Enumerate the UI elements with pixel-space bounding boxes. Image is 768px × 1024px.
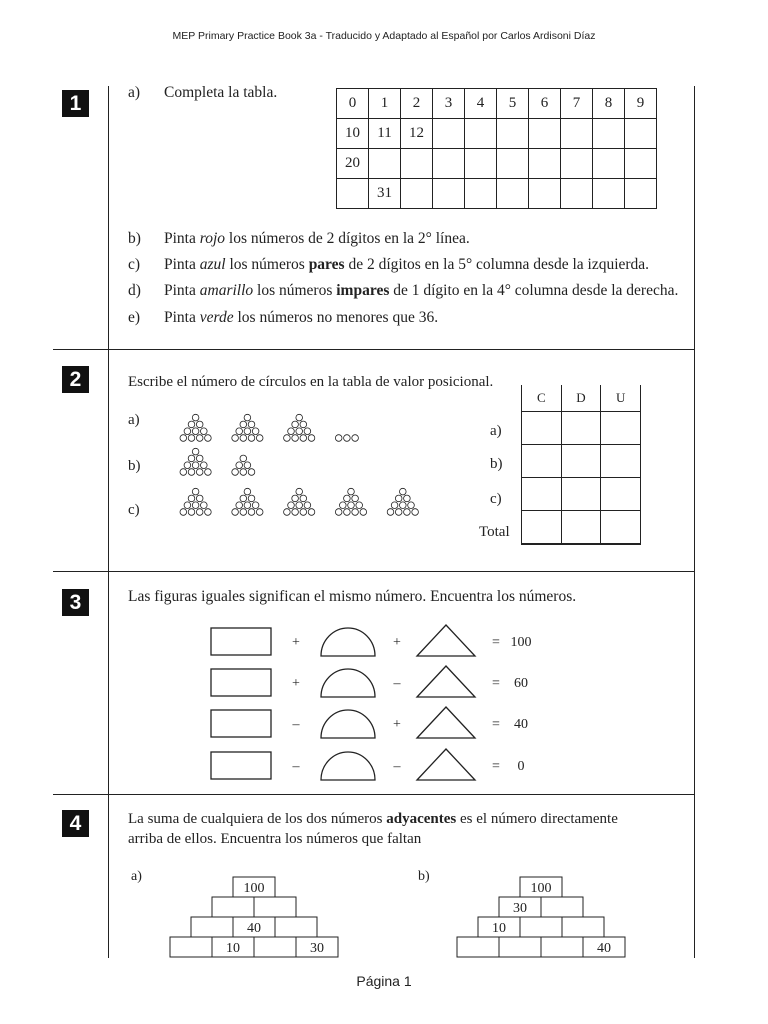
pyramid-value: 30 — [310, 941, 324, 956]
question-number-3: 3 — [62, 589, 89, 616]
table-cell: 5 — [497, 89, 529, 119]
table-row-label: Total — [479, 524, 510, 540]
table-cell: 11 — [369, 119, 401, 149]
operator: + — [292, 635, 300, 650]
pyramid-value: 10 — [226, 941, 240, 956]
result-value: 0 — [517, 759, 525, 774]
question-number-4: 4 — [62, 810, 89, 837]
table-cell: 4 — [465, 89, 497, 119]
column-header: C — [522, 385, 562, 412]
result-value: 60 — [514, 676, 528, 691]
item-text-part: verde — [199, 309, 234, 326]
q1-a-label: a) — [128, 84, 141, 101]
pyramid-cell[interactable] — [541, 897, 583, 917]
page-footer: Página 1 — [356, 973, 412, 989]
item-label: e) — [128, 309, 141, 326]
column-header: U — [601, 385, 641, 412]
operator: – — [393, 759, 401, 774]
item-text-part: azul — [199, 256, 226, 273]
equals-sign: = — [492, 635, 500, 650]
operator: – — [292, 759, 300, 774]
pyramid-label: a) — [131, 869, 142, 884]
item-text-part: pares — [308, 256, 345, 273]
pyramid-cell[interactable] — [212, 897, 254, 917]
q3-instruction: Las figuras iguales significan el mismo número. Encuentra los números. — [128, 588, 577, 605]
item-text-part: los números — [225, 256, 309, 273]
pyramid-value: 100 — [243, 881, 265, 896]
table-cell: 0 — [337, 89, 369, 119]
pyramid-cell[interactable] — [254, 937, 296, 957]
pyramid-cell[interactable] — [499, 937, 541, 957]
operator: – — [292, 717, 300, 732]
item-text-part: Pinta — [164, 282, 200, 299]
item-text-part: los números de 2 dígitos en la 2° línea. — [225, 230, 470, 247]
table-cell: 1 — [369, 89, 401, 119]
circle-row-label: b) — [128, 458, 141, 474]
pyramid-cell[interactable] — [170, 937, 212, 957]
pyramid-label: b) — [418, 869, 430, 884]
column-header: D — [561, 385, 601, 412]
item-text-part: Pinta — [164, 309, 200, 326]
pyramid-cell[interactable] — [275, 917, 317, 937]
circle-row-label: a) — [128, 412, 140, 428]
question-number-1: 1 — [62, 90, 89, 117]
table-cell: 2 — [401, 89, 433, 119]
table-cell: 3 — [433, 89, 465, 119]
equals-sign: = — [492, 676, 500, 691]
operator: + — [393, 717, 401, 732]
item-text-part: de 1 dígito en la 4° columna desde la derecha. — [389, 282, 679, 299]
page-header: MEP Primary Practice Book 3a - Traducido y Adaptado al Español por Carlos Ardisoni Díaz — [172, 30, 596, 42]
table-cell: 9 — [625, 89, 657, 119]
q4-text-bold: adyacentes — [386, 811, 457, 827]
operator: + — [292, 676, 300, 691]
result-value: 40 — [514, 717, 528, 732]
pyramid-cell[interactable] — [254, 897, 296, 917]
table-cell: 8 — [593, 89, 625, 119]
item-text-part: los números no menores que 36. — [233, 309, 439, 326]
pyramid-cell[interactable] — [191, 917, 233, 937]
q4-text-pre: La suma de cualquiera de los dos números — [128, 811, 387, 827]
item-text-part: de 2 dígitos en la 5° columna desde la izquierda. — [344, 256, 650, 273]
table-cell: 6 — [529, 89, 561, 119]
item-text-part: amarillo — [199, 282, 254, 299]
item-text-part: impares — [336, 282, 390, 299]
table-row-label: a) — [490, 423, 502, 439]
q1-a-text: Completa la tabla. — [164, 84, 278, 101]
pyramid-value: 100 — [530, 881, 552, 896]
table-row-label: c) — [490, 491, 502, 507]
pyramid-value: 40 — [597, 941, 611, 956]
table-cell: 31 — [369, 179, 401, 209]
pyramid-cell[interactable] — [520, 917, 562, 937]
q4-text-post: es el número directamente — [456, 811, 618, 827]
q2-instruction: Escribe el número de círculos en la tabla de valor posicional. — [128, 374, 494, 390]
item-text-part: Pinta — [164, 230, 200, 247]
pyramid-value: 30 — [513, 901, 527, 916]
result-value: 100 — [510, 635, 532, 650]
pyramid-cell[interactable] — [562, 917, 604, 937]
table-cell: 12 — [401, 119, 433, 149]
question-number-2: 2 — [62, 366, 89, 393]
equals-sign: = — [492, 759, 500, 774]
table-cell: 10 — [337, 119, 369, 149]
item-text-part: Pinta — [164, 256, 200, 273]
item-label: d) — [128, 282, 141, 299]
pyramid-cell[interactable] — [541, 937, 583, 957]
item-text-part: los números — [253, 282, 337, 299]
table-cell: 7 — [561, 89, 593, 119]
table-cell: 20 — [337, 149, 369, 179]
item-label: c) — [128, 256, 141, 273]
pyramid-cell[interactable] — [457, 937, 499, 957]
item-text-part: rojo — [199, 230, 226, 247]
operator: – — [393, 676, 401, 691]
operator: + — [393, 635, 401, 650]
pyramid-value: 40 — [247, 921, 261, 936]
circle-row-label: c) — [128, 502, 140, 518]
equals-sign: = — [492, 717, 500, 732]
table-row-label: b) — [490, 456, 503, 472]
item-label: b) — [128, 230, 141, 247]
q4-instruction-line2: arriba de ellos. Encuentra los números que faltan — [128, 831, 422, 847]
pyramid-value: 10 — [492, 921, 506, 936]
